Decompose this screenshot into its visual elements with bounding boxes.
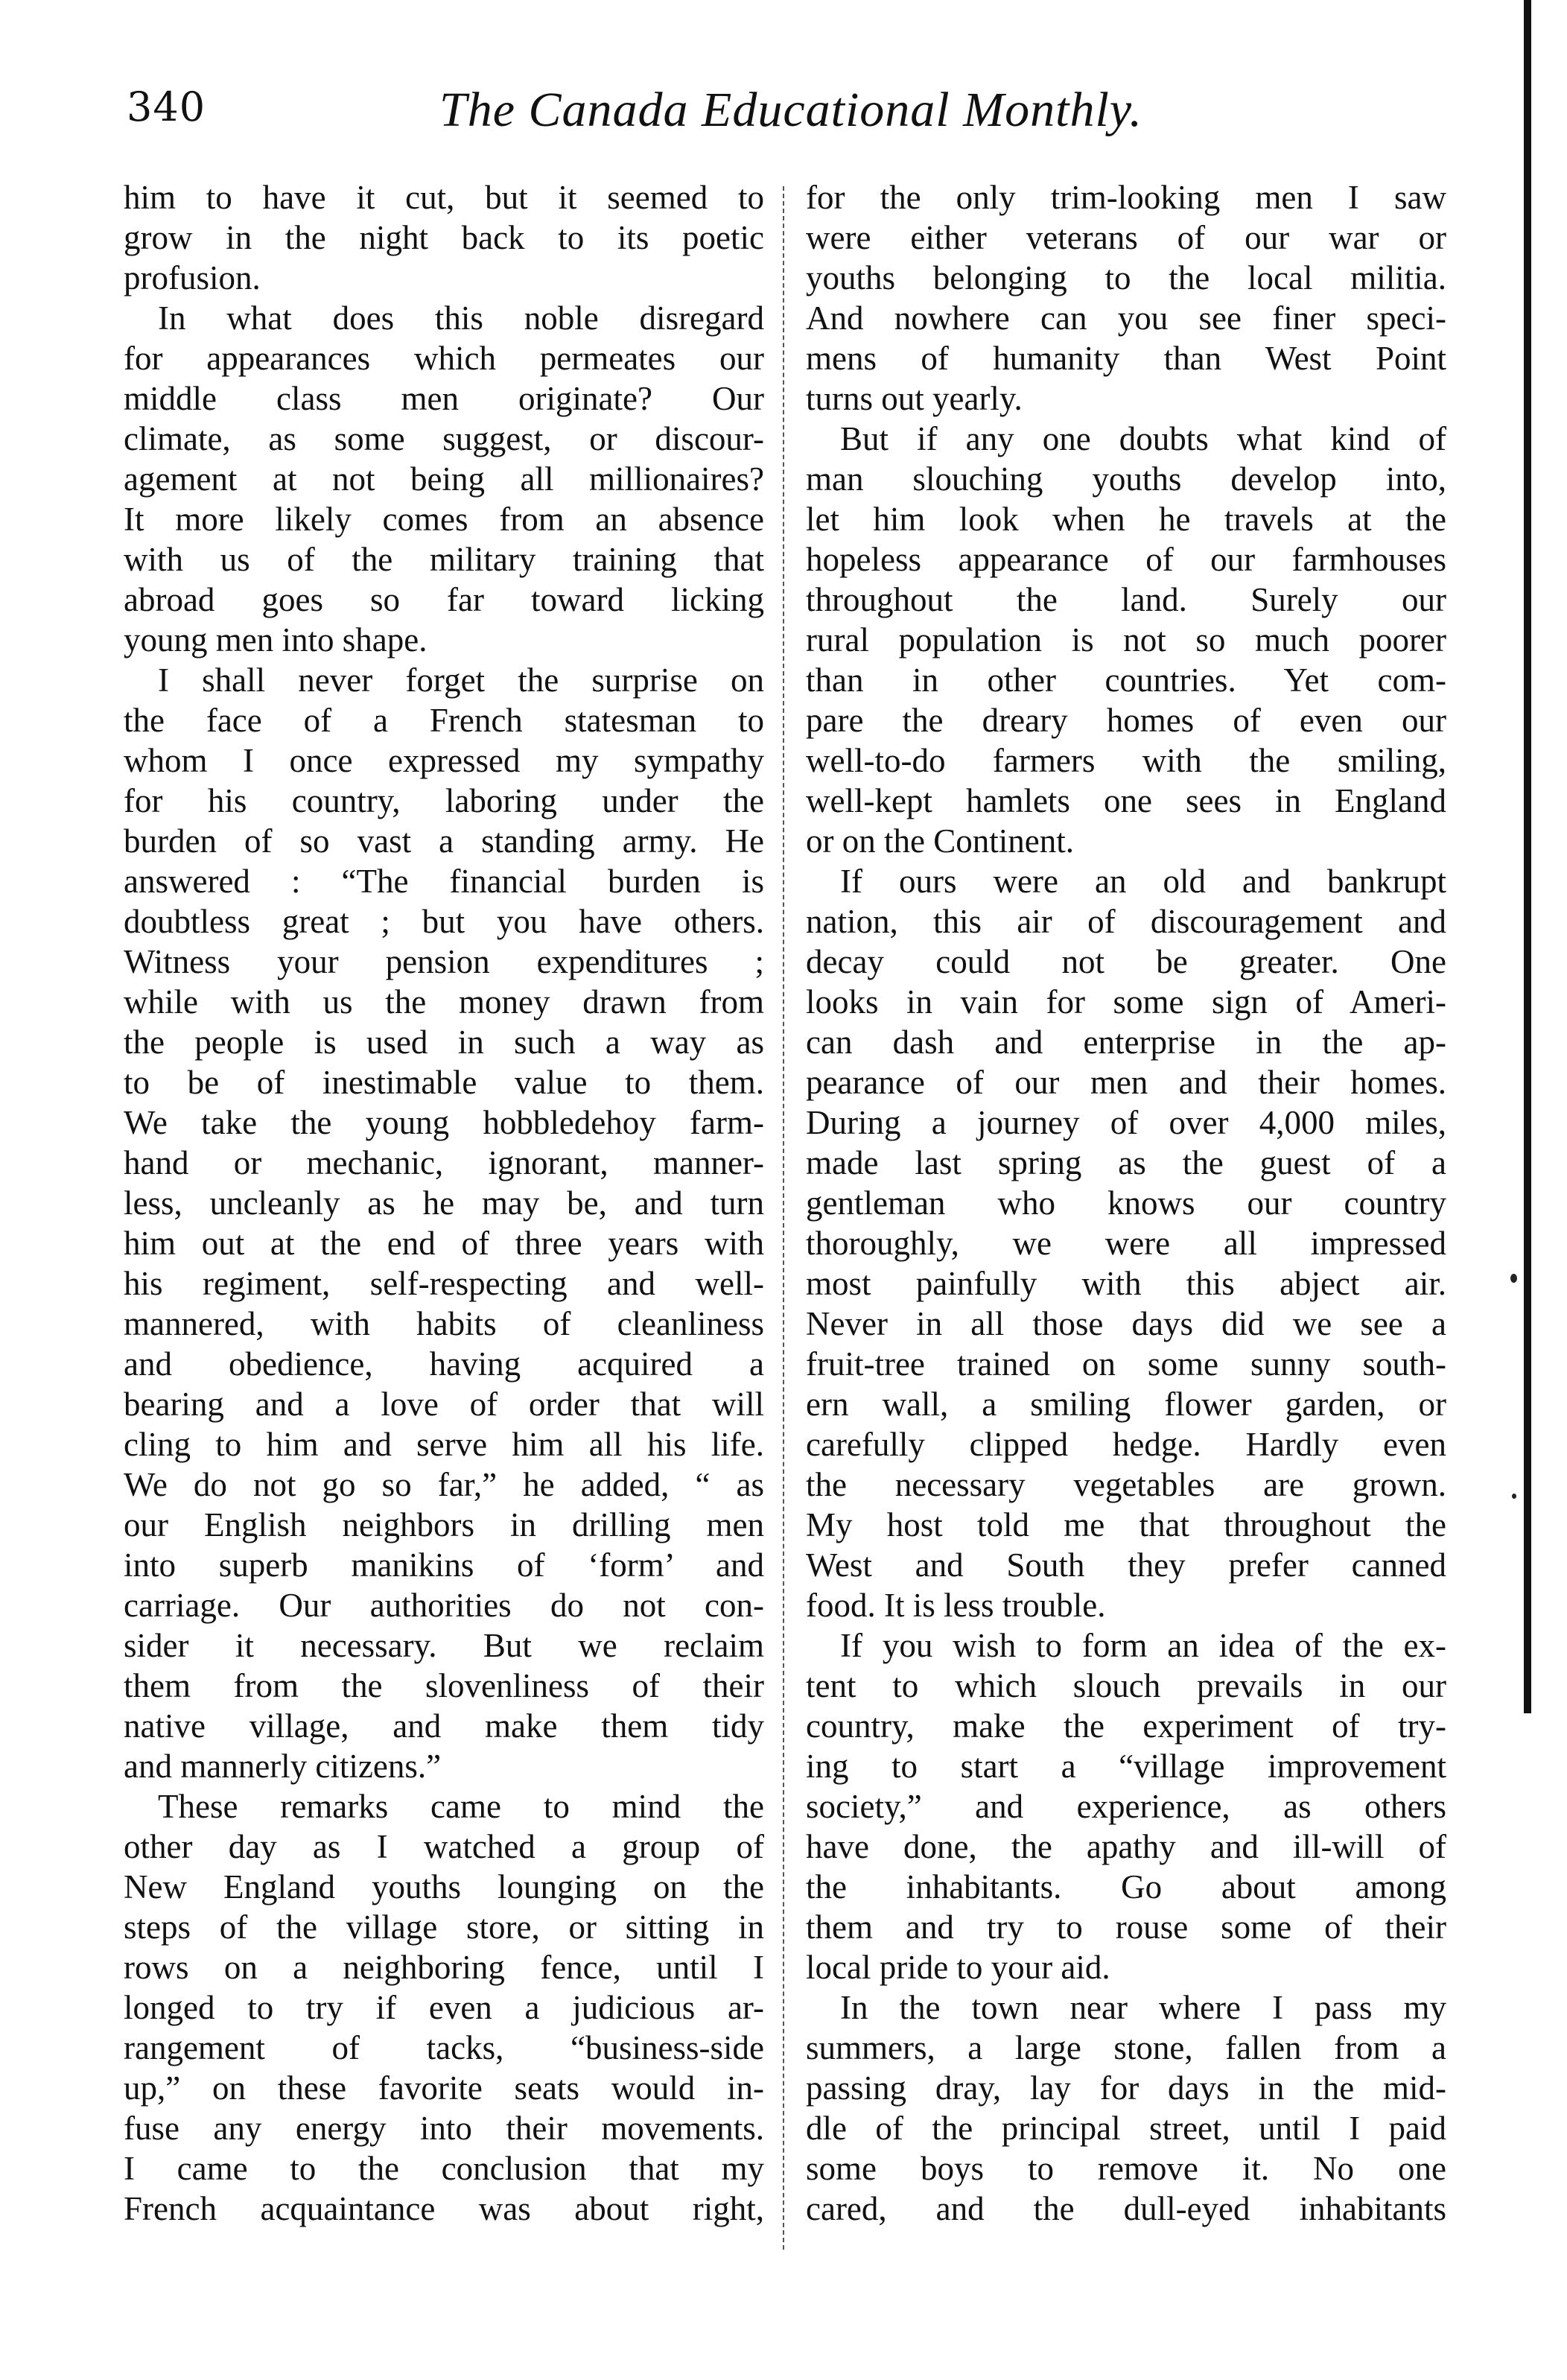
left-column-text-line: mannered, with habits of cleanliness (124, 1305, 764, 1342)
left-column-text-line: for his country, laboring under the (124, 782, 764, 819)
right-column-text-line: turns out yearly. (806, 380, 1023, 417)
right-column-text-line: them and try to rouse some of their (806, 1908, 1446, 1946)
left-column-text-line: climate, as some suggest, or discour- (124, 420, 764, 457)
right-column-text-line: mens of humanity than West Point (806, 340, 1446, 377)
left-column-text-line: Witness your pension expenditures ; (124, 943, 764, 980)
right-column-text-line: the necessary vegetables are grown. (806, 1466, 1446, 1503)
right-column-text-line: My host told me that throughout the (806, 1506, 1446, 1543)
left-column-text-line: answered : “The financial burden is (124, 863, 764, 900)
left-column-text-line: rows on a neighboring fence, until I (124, 1949, 764, 1986)
left-column-text-line: We take the young hobbledehoy farm- (124, 1104, 764, 1141)
left-column-text-line: to be of inestimable value to them. (124, 1064, 764, 1101)
right-column-text-line: can dash and enterprise in the ap- (806, 1024, 1446, 1061)
right-column-text-line: carefully clipped hedge. Hardly even (806, 1426, 1446, 1463)
right-column-text-line: But if any one doubts what kind of (840, 420, 1446, 457)
left-column-text-line: and mannerly citizens.” (124, 1748, 442, 1785)
running-title: The Canada Educational Monthly. (439, 83, 1142, 137)
right-column-text-line: some boys to remove it. No one (806, 2150, 1446, 2187)
right-column-text-line: or on the Continent. (806, 822, 1074, 860)
column-divider (783, 186, 784, 2250)
left-column-text-line: profusion. (124, 259, 261, 296)
left-column-text-line: while with us the money drawn from (124, 983, 764, 1021)
left-column-text-line: other day as I watched a group of (124, 1828, 764, 1865)
right-column-text-line: youths belonging to the local militia. (806, 259, 1446, 296)
right-column-text-line: West and South they prefer canned (806, 1546, 1446, 1584)
right-column-text-line: dle of the principal street, until I paid (806, 2110, 1446, 2147)
right-column-text-line: the inhabitants. Go about among (806, 1868, 1446, 1905)
right-column-text-line: If ours were an old and bankrupt (840, 863, 1446, 900)
right-column-text-line: well-kept hamlets one sees in England (806, 782, 1446, 819)
left-column-text-line: and obedience, having acquired a (124, 1345, 764, 1383)
right-column-text-line: local pride to your aid. (806, 1949, 1110, 1986)
left-column-text-line: cling to him and serve him all his life. (124, 1426, 764, 1463)
right-column-text-line: for the only trim-looking men I saw (806, 179, 1446, 216)
left-column-text-line: I shall never forget the surprise on (158, 661, 764, 699)
left-column-text-line: abroad goes so far toward licking (124, 581, 764, 618)
left-column-text-line: It more likely comes from an absence (124, 501, 764, 538)
left-column-text-line: native village, and make them tidy (124, 1707, 764, 1745)
right-column-text-line: cared, and the dull-eyed inhabitants (806, 2190, 1446, 2227)
left-column-text-line: hand or mechanic, ignorant, manner- (124, 1144, 764, 1181)
right-column-text-line: In the town near where I pass my (840, 1989, 1446, 2026)
right-column-text-line: decay could not be greater. One (806, 943, 1446, 980)
left-column-text-line: up,” on these favorite seats would in- (124, 2069, 764, 2107)
right-column-text-line: During a journey of over 4,000 miles, (806, 1104, 1446, 1141)
left-column-text-line: sider it necessary. But we reclaim (124, 1627, 764, 1664)
left-column-text-line: the face of a French statesman to (124, 702, 764, 739)
left-column-text-line: grow in the night back to its poetic (124, 219, 764, 256)
right-column-text-line: country, make the experiment of try- (806, 1707, 1446, 1745)
right-column-text-line: ern wall, a smiling flower garden, or (806, 1386, 1446, 1423)
right-column-text-line: If you wish to form an idea of the ex- (840, 1627, 1446, 1664)
left-column-text-line: agement at not being all millionaires? (124, 460, 764, 498)
right-column-text-line: nation, this air of discouragement and (806, 903, 1446, 940)
right-column-text-line: than in other countries. Yet com- (806, 661, 1446, 699)
left-column-text-line: for appearances which permeates our (124, 340, 764, 377)
right-column-text-line: rural population is not so much poorer (806, 621, 1446, 659)
right-column-text-line: most painfully with this abject air. (806, 1265, 1446, 1302)
right-column-text-line: tent to which slouch prevails in our (806, 1667, 1446, 1704)
left-column-text-line: We do not go so far,” he added, “ as (124, 1466, 764, 1503)
left-column-text-line: middle class men originate? Our (124, 380, 764, 417)
right-column-text-line: thoroughly, we were all impressed (806, 1225, 1446, 1262)
right-column-text-line: pearance of our men and their homes. (806, 1064, 1446, 1101)
right-column-text-line: summers, a large stone, fallen from a (806, 2029, 1446, 2066)
right-column-text-line: well-to-do farmers with the smiling, (806, 742, 1446, 779)
left-column-text-line: burden of so vast a standing army. He (124, 822, 764, 860)
left-column-text-line: steps of the village store, or sitting in (124, 1908, 764, 1946)
left-column-text-line: less, uncleanly as he may be, and turn (124, 1184, 764, 1222)
left-column-text-line: his regiment, self-respecting and well- (124, 1265, 764, 1302)
page-number: 340 (127, 83, 206, 130)
left-column-text-line: rangement of tacks, “business-side (124, 2029, 764, 2066)
left-column-text-line: him out at the end of three years with (124, 1225, 764, 1262)
left-column-text-line: whom I once expressed my sympathy (124, 742, 764, 779)
right-column-text-line: were either veterans of our war or (806, 219, 1446, 256)
right-column-text-line: pare the dreary homes of even our (806, 702, 1446, 739)
left-column-text-line: In what does this noble disregard (158, 299, 764, 337)
right-column-text-line: passing dray, lay for days in the mid- (806, 2069, 1446, 2107)
left-column-text-line: longed to try if even a judicious ar- (124, 1989, 764, 2026)
right-column-text-line: throughout the land. Surely our (806, 581, 1446, 618)
right-column-text-line: Never in all those days did we see a (806, 1305, 1446, 1342)
right-column-text-line: man slouching youths develop into, (806, 460, 1446, 498)
left-column-text-line: them from the slovenliness of their (124, 1667, 764, 1704)
right-column-text-line: gentleman who knows our country (806, 1184, 1446, 1222)
left-column-text-line: New England youths lounging on the (124, 1868, 764, 1905)
right-column-text-line: food. It is less trouble. (806, 1587, 1106, 1624)
left-column-text-line: with us of the military training that (124, 541, 764, 578)
right-column-text-line: looks in vain for some sign of Ameri- (806, 983, 1446, 1021)
left-column-text-line: bearing and a love of order that will (124, 1386, 764, 1423)
right-column-text-line: hopeless appearance of our farmhouses (806, 541, 1446, 578)
left-column-text-line: carriage. Our authorities do not con- (124, 1587, 764, 1624)
scan-edge-border (1524, 0, 1531, 1713)
scan-speck (1512, 1494, 1516, 1499)
right-column-text-line: fruit-tree trained on some sunny south- (806, 1345, 1446, 1383)
left-column-text-line: the people is used in such a way as (124, 1024, 764, 1061)
left-column-text-line: doubtless great ; but you have others. (124, 903, 764, 940)
right-column-text-line: ing to start a “village improvement (806, 1748, 1446, 1785)
right-column-text-line: let him look when he travels at the (806, 501, 1446, 538)
right-column-text-line: society,” and experience, as others (806, 1788, 1446, 1825)
left-column (124, 177, 764, 2229)
right-column-text-line: have done, the apathy and ill-will of (806, 1828, 1446, 1865)
left-column-text-line: These remarks came to mind the (158, 1788, 764, 1825)
left-column-text-line: into superb manikins of ‘form’ and (124, 1546, 764, 1584)
left-column-text-line: French acquaintance was about right, (124, 2190, 764, 2227)
left-column-text-line: our English neighbors in drilling men (124, 1506, 764, 1543)
left-column-text-line: young men into shape. (124, 621, 427, 659)
right-column-text-line: And nowhere can you see finer speci- (806, 299, 1446, 337)
left-column-text-line: fuse any energy into their movements. (124, 2110, 764, 2147)
right-column (806, 177, 1446, 2229)
scan-speck (1510, 1274, 1517, 1283)
left-column-text-line: I came to the conclusion that my (124, 2150, 764, 2187)
left-column-text-line: him to have it cut, but it seemed to (124, 179, 764, 216)
right-column-text-line: made last spring as the guest of a (806, 1144, 1446, 1181)
